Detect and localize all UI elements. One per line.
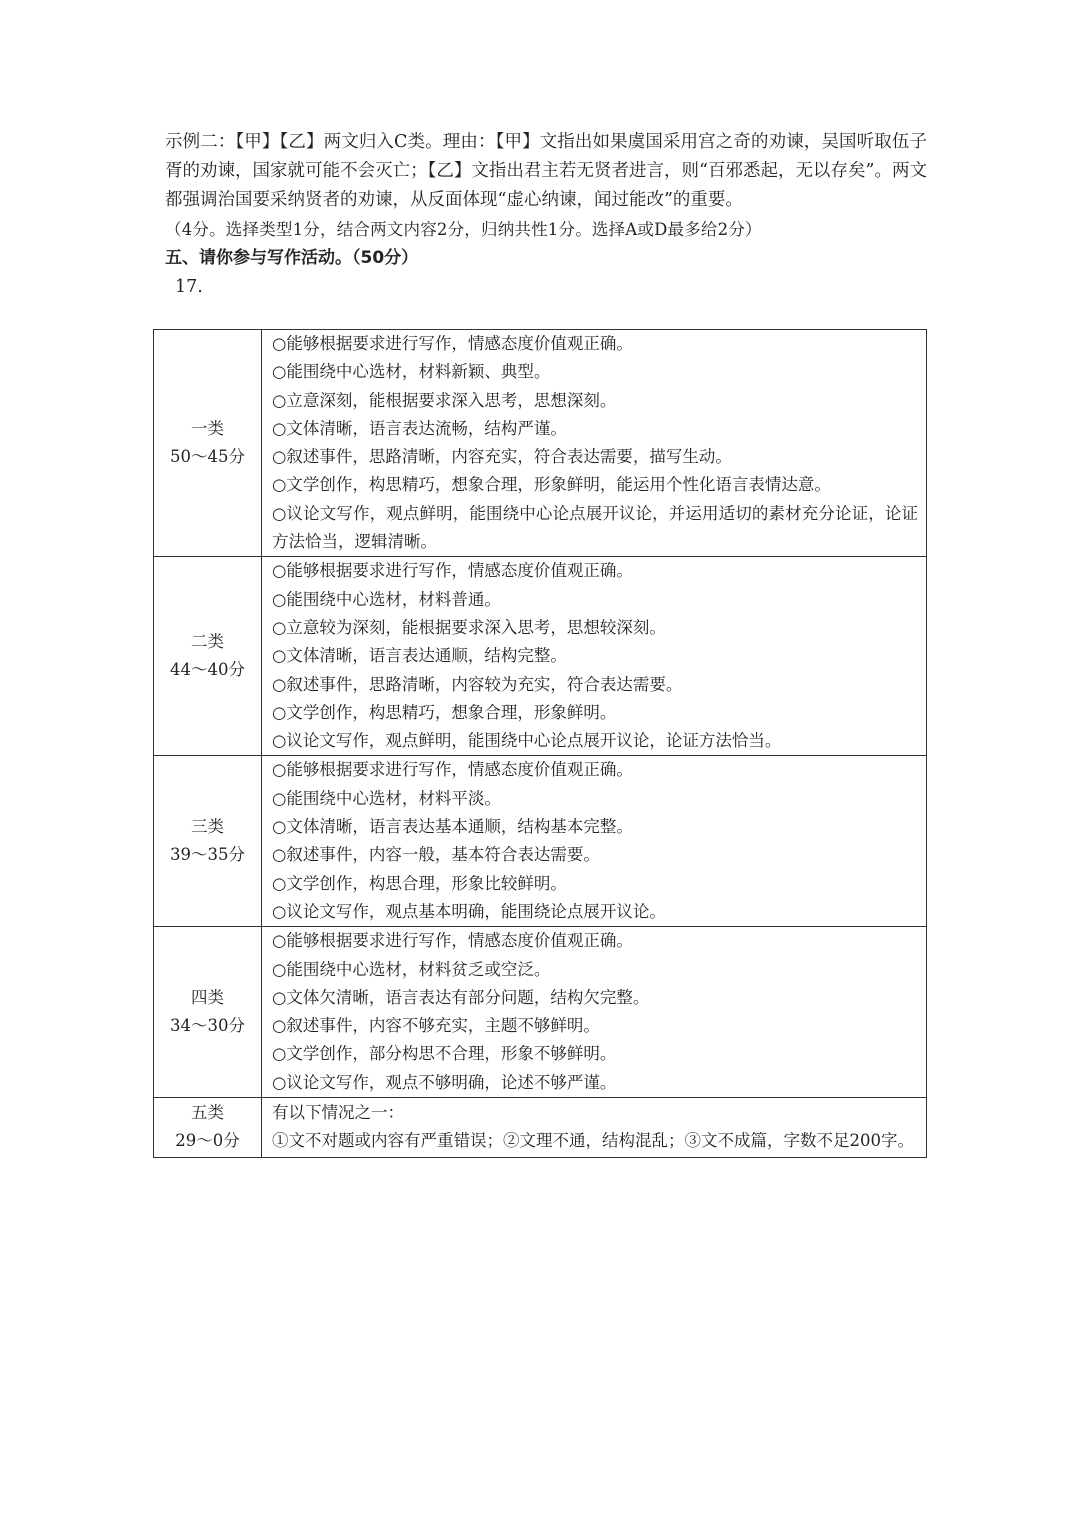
- rubric-row: [154, 1098, 927, 1158]
- rubric-row: [154, 557, 927, 756]
- criteria-cell: [262, 1098, 927, 1158]
- criterion-item: ○叙述事件，思路清晰，内容充实，符合表达需要，描写生动。: [272, 447, 732, 467]
- criterion-item: ①文不对题或内容有严重错误；②文理不通，结构混乱；③文不成篇，字数不足200字。: [272, 1131, 914, 1151]
- category-score: 29～0分: [175, 1131, 240, 1151]
- category-cell: [154, 1098, 262, 1158]
- criterion-item: ○能够根据要求进行写作，情感态度价值观正确。: [272, 760, 633, 780]
- category-name: 二类: [191, 632, 224, 652]
- criterion-item: ○文体欠清晰，语言表达有部分问题，结构欠完整。: [272, 987, 650, 1007]
- criterion-item: ○议论文写作，观点基本明确，能围绕论点展开议论。: [272, 901, 666, 921]
- section-heading: 五、请你参与写作活动。（50分）: [165, 248, 419, 268]
- category-name: 四类: [191, 987, 224, 1007]
- criterion-item: ○文学创作，构思精巧，想象合理，形象鲜明。: [272, 702, 617, 722]
- writing-rubric-table: [153, 329, 927, 1158]
- category-cell: [154, 330, 262, 557]
- category-score: 44～40分: [170, 660, 245, 680]
- example-answer-paragraph: 示例二：【甲】【乙】两文归入C类。理由：【甲】文指出如果虞国采用宫之奇的劝谏，吴国听取伍子胥的劝谏，国家就可能不会灭亡；【乙】文指出君主若无贤者进言，则“百邪悉起，无以存矣”。两文都强调治国要采纳贤者的劝谏，从反面体现“虚心纳谏，闻过能改”的重要。: [165, 132, 927, 210]
- category-cell: [154, 557, 262, 756]
- rubric-row: [154, 927, 927, 1098]
- category-name: 三类: [191, 817, 224, 837]
- rubric-row: [154, 330, 927, 557]
- criterion-item: ○立意深刻，能根据要求深入思考，思想深刻。: [272, 390, 617, 410]
- criterion-item: ○能够根据要求进行写作，情感态度价值观正确。: [272, 931, 633, 951]
- criterion-item: ○文体清晰，语言表达基本通顺，结构基本完整。: [272, 817, 633, 837]
- criterion-item: ○文体清晰，语言表达通顺，结构完整。: [272, 646, 567, 666]
- rubric-row: [154, 756, 927, 927]
- criteria-cell: [262, 756, 927, 927]
- criterion-item: ○文学创作，构思精巧，想象合理，形象鲜明，能运用个性化语言表情达意。: [272, 475, 831, 495]
- criterion-item: ○叙述事件，内容一般，基本符合表达需要。: [272, 845, 600, 865]
- criterion-item: ○能围绕中心选材，材料普通。: [272, 589, 501, 609]
- scoring-note: （4分。选择类型1分，结合两文内容2分，归纳共性1分。选择A或D最多给2分）: [165, 220, 762, 239]
- answer-text-block: [165, 128, 927, 302]
- criterion-item: ○能围绕中心选材，材料平淡。: [272, 788, 501, 808]
- criteria-cell: [262, 330, 927, 557]
- category-name: 五类: [191, 1103, 224, 1123]
- criterion-item: ○立意较为深刻，能根据要求深入思考，思想较深刻。: [272, 617, 666, 637]
- question-number: 17.: [175, 277, 203, 297]
- criterion-item: ○文学创作，构思合理，形象比较鲜明。: [272, 873, 567, 893]
- criterion-intro: 有以下情况之一：: [272, 1103, 404, 1123]
- category-score: 39～35分: [170, 845, 245, 865]
- criteria-cell: [262, 557, 927, 756]
- criterion-item: ○叙述事件，内容不够充实，主题不够鲜明。: [272, 1016, 600, 1036]
- category-score: 50～45分: [170, 447, 245, 467]
- criteria-cell: [262, 927, 927, 1098]
- criterion-item: ○文体清晰，语言表达流畅，结构严谨。: [272, 418, 567, 438]
- criterion-item: ○议论文写作，观点鲜明，能围绕中心论点展开议论，并运用适切的素材充分论证，论证方法恰当，逻辑清晰。: [272, 503, 918, 552]
- criterion-item: ○议论文写作，观点不够明确，论述不够严谨。: [272, 1072, 617, 1092]
- category-cell: [154, 756, 262, 927]
- criterion-item: ○文学创作，部分构思不合理，形象不够鲜明。: [272, 1044, 617, 1064]
- criterion-item: ○能围绕中心选材，材料新颖、典型。: [272, 362, 551, 382]
- criterion-item: ○议论文写作，观点鲜明，能围绕中心论点展开议论，论证方法恰当。: [272, 731, 782, 751]
- criterion-item: ○能围绕中心选材，材料贫乏或空泛。: [272, 959, 551, 979]
- criterion-item: ○能够根据要求进行写作，情感态度价值观正确。: [272, 561, 633, 581]
- criterion-item: ○能够根据要求进行写作，情感态度价值观正确。: [272, 334, 633, 353]
- category-name: 一类: [191, 418, 224, 438]
- category-cell: [154, 927, 262, 1098]
- criterion-item: ○叙述事件，思路清晰，内容较为充实，符合表达需要。: [272, 674, 683, 694]
- category-score: 34～30分: [170, 1016, 245, 1036]
